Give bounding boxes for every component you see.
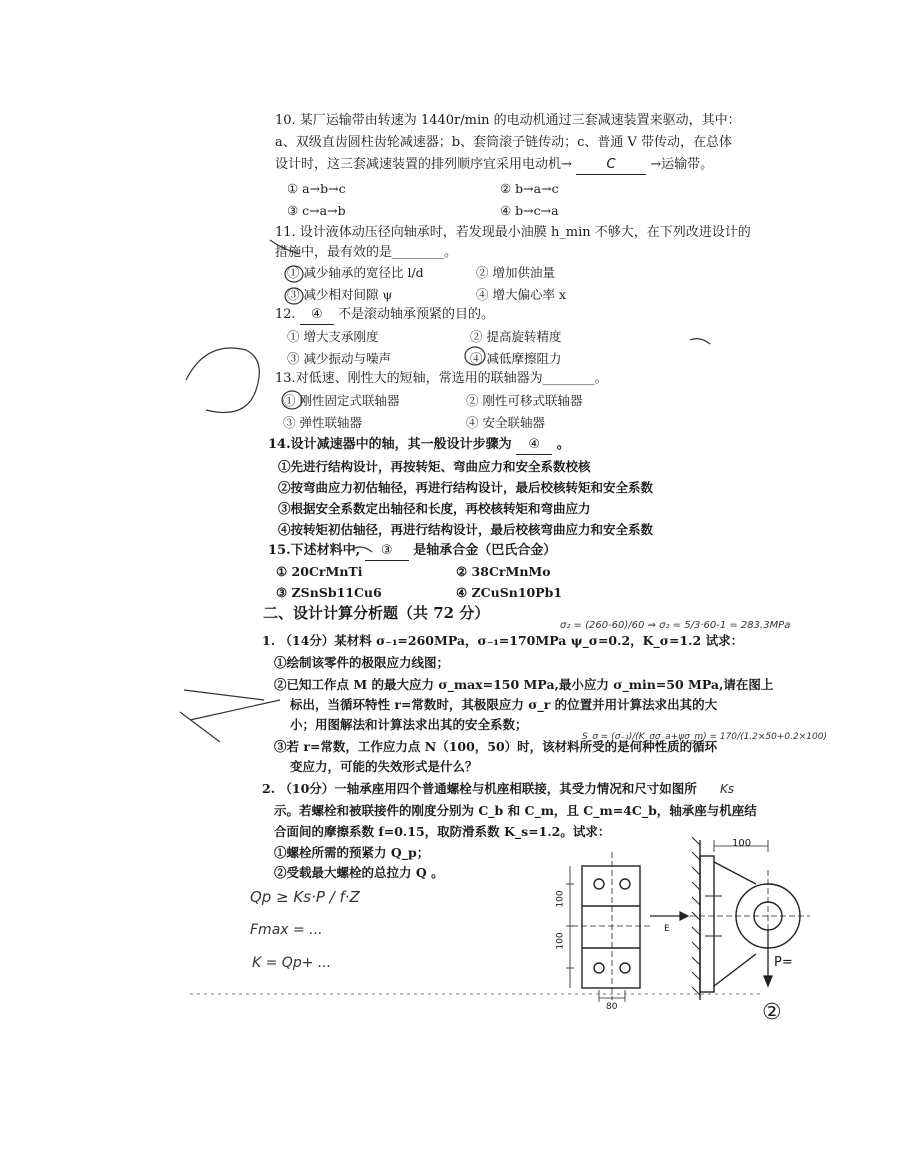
q14-text: 14.设计减速器中的轴，其一般设计步骤为 — [268, 437, 512, 452]
dim-top-label: 100 — [732, 838, 752, 849]
q10-option-2: ② b→a→c — [500, 181, 559, 196]
q14-option-3: ③根据安全系数定出轴径和长度，再校核转矩和弯曲应力 — [278, 501, 591, 516]
p1-item-6: 变应力，可能的失效形式是什么？ — [290, 759, 478, 774]
p2-line1: 2. （10分）一轴承座用四个普通螺栓与机座相联接，其受力情况和尺寸如图所 — [262, 781, 697, 796]
q15-option-1: ① 20CrMnTi — [276, 564, 363, 579]
q15-suffix: 是轴承合金（巴氏合金） — [413, 543, 557, 558]
bolt-hole-3 — [594, 963, 604, 973]
q12-option-4: ④ 减低摩擦阻力 — [470, 351, 562, 366]
q14-end: 。 — [556, 437, 570, 452]
bolt-hole-4 — [620, 963, 630, 973]
q10-option-4: ④ b→c→a — [500, 203, 559, 218]
p2-line3: 合面间的摩擦系数 f=0.15，取防滑系数 K_s=1.2。试求： — [274, 824, 611, 839]
q14-blank: ④ — [516, 436, 552, 455]
q14-option-1: ①先进行结构设计，再按转矩、弯曲应力和安全系数校核 — [278, 459, 591, 474]
q14-option-4: ④按转矩初估轴径，再进行结构设计，最后校核弯曲应力和安全系数 — [278, 522, 654, 537]
q14-option-2: ②按弯曲应力初估轴径，再进行结构设计，最后校核转矩和安全系数 — [278, 480, 654, 495]
q11-option-2: ② 增加供油量 — [476, 265, 555, 280]
q13-option-3: ③ 弹性联轴器 — [283, 415, 362, 430]
p1-item-4: 小；用图解法和计算法求出其的安全系数； — [290, 717, 528, 732]
q10-option-1: ① a→b→c — [287, 181, 346, 196]
view-arrow — [650, 912, 688, 920]
p1-item-5: ③若 r=常数，工作应力点 N（100，50）时，该材料所受的是何种性质的循环 — [274, 739, 718, 754]
view-arrow-label: E — [664, 924, 670, 934]
p2-line2: 示。若螺栓和被联接件的刚度分别为 C_b 和 C_m，且 C_m=4C_b，轴承座与机座结 — [274, 803, 757, 818]
q12-option-2: ② 提高旋转精度 — [470, 329, 562, 344]
q10-line3-text: 设计时，这三套减速装置的排列顺序宜采用电动机→ — [275, 157, 572, 172]
p2-item-1: ①螺栓所需的预紧力 Q_p； — [274, 845, 430, 860]
q12-suffix: 不是滚动轴承预紧的目的。 — [337, 307, 494, 322]
p1-item-3: 标出，当循环特性 r=常数时，其极限应力 σ_r 的位置并用计算法求出其的大 — [290, 697, 718, 712]
answer-marks — [180, 240, 710, 742]
handwritten-page-mark: ② — [762, 1000, 782, 1025]
handwritten-k: K = Qp+ ... — [252, 955, 332, 971]
q10-blank: C — [576, 156, 646, 175]
q12-option-1: ① 增大支承刚度 — [287, 329, 379, 344]
q12-option-3: ③ 减少振动与噪声 — [287, 351, 391, 366]
dim-bottom-label: 80 — [606, 1002, 618, 1012]
load-label: P= — [774, 955, 793, 970]
q10-option-3: ③ c→a→b — [287, 203, 346, 218]
q12-prefix: 12. — [275, 307, 296, 322]
p1-item-1: ①绘制该零件的极限应力线图； — [274, 655, 450, 670]
bolt-hole-1 — [594, 879, 604, 889]
q13-option-1: ① 刚性固定式联轴器 — [283, 393, 400, 408]
q15-option-3: ③ ZSnSb11Cu6 — [276, 585, 382, 600]
side-view — [690, 837, 810, 1000]
p2-item-2: ②受载最大螺栓的总拉力 Q 。 — [274, 865, 444, 880]
q11-option-4: ④ 增大偏心率 x — [476, 287, 566, 302]
q11-line1: 11. 设计液体动压径向轴承时，若发现最小油膜 h_min 不够大，在下列改进设计的 — [275, 225, 751, 240]
q11-option-1: ① 减少轴承的宽径比 l/d — [287, 265, 424, 280]
q10-line1: 10. 某厂运输带由转速为 1440r/min 的电动机通过三套减速装置来驱动，其中： — [275, 113, 741, 128]
dim-left-label-2: 100 — [555, 932, 566, 950]
q10-line2: a、双级直齿圆柱齿轮减速器；b、套筒滚子链传动；c、普通 V 带传动，在总体 — [275, 135, 733, 150]
handwritten-qp: Qp ≥ Ks·P / f·Z — [250, 888, 360, 906]
front-view-plate — [582, 866, 640, 988]
p1-item-2: ②已知工作点 M 的最大应力 σ_max=150 MPa,最小应力 σ_min=50 MPa,请在图上 — [274, 677, 774, 692]
handwritten-calculation: S_σ = (σ₋₁)/(K_σσ_a+ψσ_m) = 170/(1.2×50+0.2×100) — [582, 732, 827, 742]
q15-prefix: 15.下述材料中, — [268, 543, 361, 558]
q13-line1: 13.对低速、刚性大的短轴，常选用的联轴器为________。 — [275, 371, 608, 386]
q13-option-2: ② 刚性可移式联轴器 — [466, 393, 583, 408]
handwritten-equation: σ₂ = (260-60)/60 ⇒ σ₂ = 5/3·60-1 = 283.3MPa — [560, 620, 791, 631]
dim-left-label-1: 100 — [555, 890, 566, 908]
q15-blank: ③ — [365, 542, 409, 561]
q12-blank: ④ — [300, 306, 334, 325]
handwritten-ks: Ks — [720, 782, 735, 796]
q15-option-4: ④ ZCuSn10Pb1 — [456, 585, 563, 600]
front-view — [566, 852, 650, 1002]
load-arrow — [764, 930, 772, 986]
bolt-hole-2 — [620, 879, 630, 889]
q10-line3-end: →运输带。 — [650, 157, 714, 172]
q11-option-3: ③ 减少相对间隙 ψ — [287, 287, 393, 302]
handwritten-fmax: Fmax = ... — [250, 922, 323, 938]
q15-option-2: ② 38CrMnMo — [456, 564, 551, 579]
p1-line1: 1. （14分）某材料 σ₋₁=260MPa，σ₋₁=170MPa ψ_σ=0.2，K_σ=1.2 试求： — [262, 633, 744, 648]
q11-line2: 措施中，最有效的是________。 — [275, 245, 458, 260]
q13-option-4: ④ 安全联轴器 — [466, 415, 545, 430]
section2-title: 二、设计计算分析题（共 72 分） — [263, 604, 490, 622]
